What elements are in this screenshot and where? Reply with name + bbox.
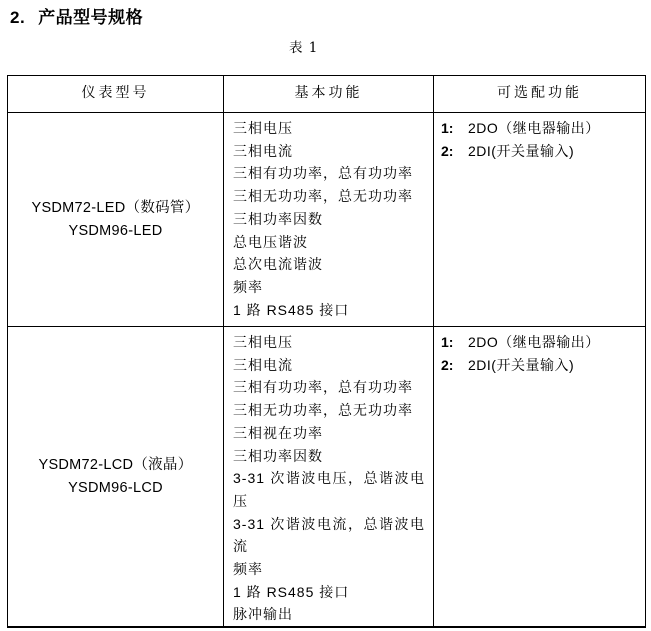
function-item: 三相有功功率，总有功功率	[233, 379, 413, 396]
function-item: 三相电流	[233, 142, 293, 159]
section-title: 产品型号规格	[38, 8, 144, 27]
function-item: 三相电压	[233, 120, 293, 136]
model-line: YSDM96-LCD	[68, 479, 163, 496]
functions-cell	[224, 113, 434, 327]
option-text: 2DO（继电器输出）	[468, 334, 600, 350]
option-number: 1:	[441, 334, 454, 350]
function-item: 三相功率因数	[233, 210, 323, 227]
function-item: 三相电压	[233, 334, 293, 350]
function-item: 3-31 次谐波电压，总谐波电压	[233, 470, 425, 509]
function-item: 频率	[233, 561, 263, 578]
option-number: 2:	[441, 142, 454, 159]
model-line: YSDM96-LED	[68, 222, 163, 239]
section-number: 2.	[10, 8, 26, 27]
function-item: 三相无功功率，总无功功率	[233, 402, 413, 419]
option-text: 2DI(开关量输入)	[468, 356, 575, 373]
functions-cell	[224, 327, 434, 628]
column-header: 可选配功能	[434, 76, 646, 113]
option-item	[441, 117, 641, 140]
section-heading	[10, 3, 143, 28]
options-cell	[434, 113, 646, 327]
option-text: 2DI(开关量输入)	[468, 142, 575, 159]
function-item: 频率	[233, 278, 263, 295]
option-number: 1:	[441, 120, 454, 136]
function-item: 三相电流	[233, 356, 293, 373]
column-header: 基本功能	[224, 76, 434, 113]
function-item: 脉冲输出	[233, 606, 293, 623]
model-line: YSDM72-LED（数码管）	[31, 199, 200, 216]
function-item: 总次电流谐波	[233, 256, 323, 273]
model-cell	[8, 327, 224, 628]
option-item	[441, 354, 641, 377]
table-body	[8, 113, 646, 628]
option-item	[441, 140, 641, 163]
model-cell	[8, 113, 224, 327]
function-item: 三相功率因数	[233, 447, 323, 464]
option-number: 2:	[441, 356, 454, 373]
options-cell	[434, 327, 646, 628]
option-text: 2DO（继电器输出）	[468, 120, 600, 136]
column-header: 仪表型号	[8, 76, 224, 113]
table-row	[8, 327, 646, 628]
table-caption: 表 1	[289, 40, 319, 56]
function-item: 1 路 RS485 接口	[233, 301, 350, 318]
function-item: 1 路 RS485 接口	[233, 583, 350, 600]
table-row	[8, 113, 646, 327]
function-item: 3-31 次谐波电流，总谐波电流	[233, 515, 425, 555]
function-item: 三相视在功率	[233, 424, 323, 441]
function-item: 总电压谐波	[233, 233, 308, 250]
function-item: 三相有功功率，总有功功率	[233, 165, 413, 182]
table-header-row	[8, 76, 646, 113]
model-line: YSDM72-LCD（液晶）	[38, 456, 193, 473]
option-item	[441, 331, 641, 354]
function-item: 三相无功功率，总无功功率	[233, 188, 413, 205]
product-spec-table	[7, 75, 646, 628]
